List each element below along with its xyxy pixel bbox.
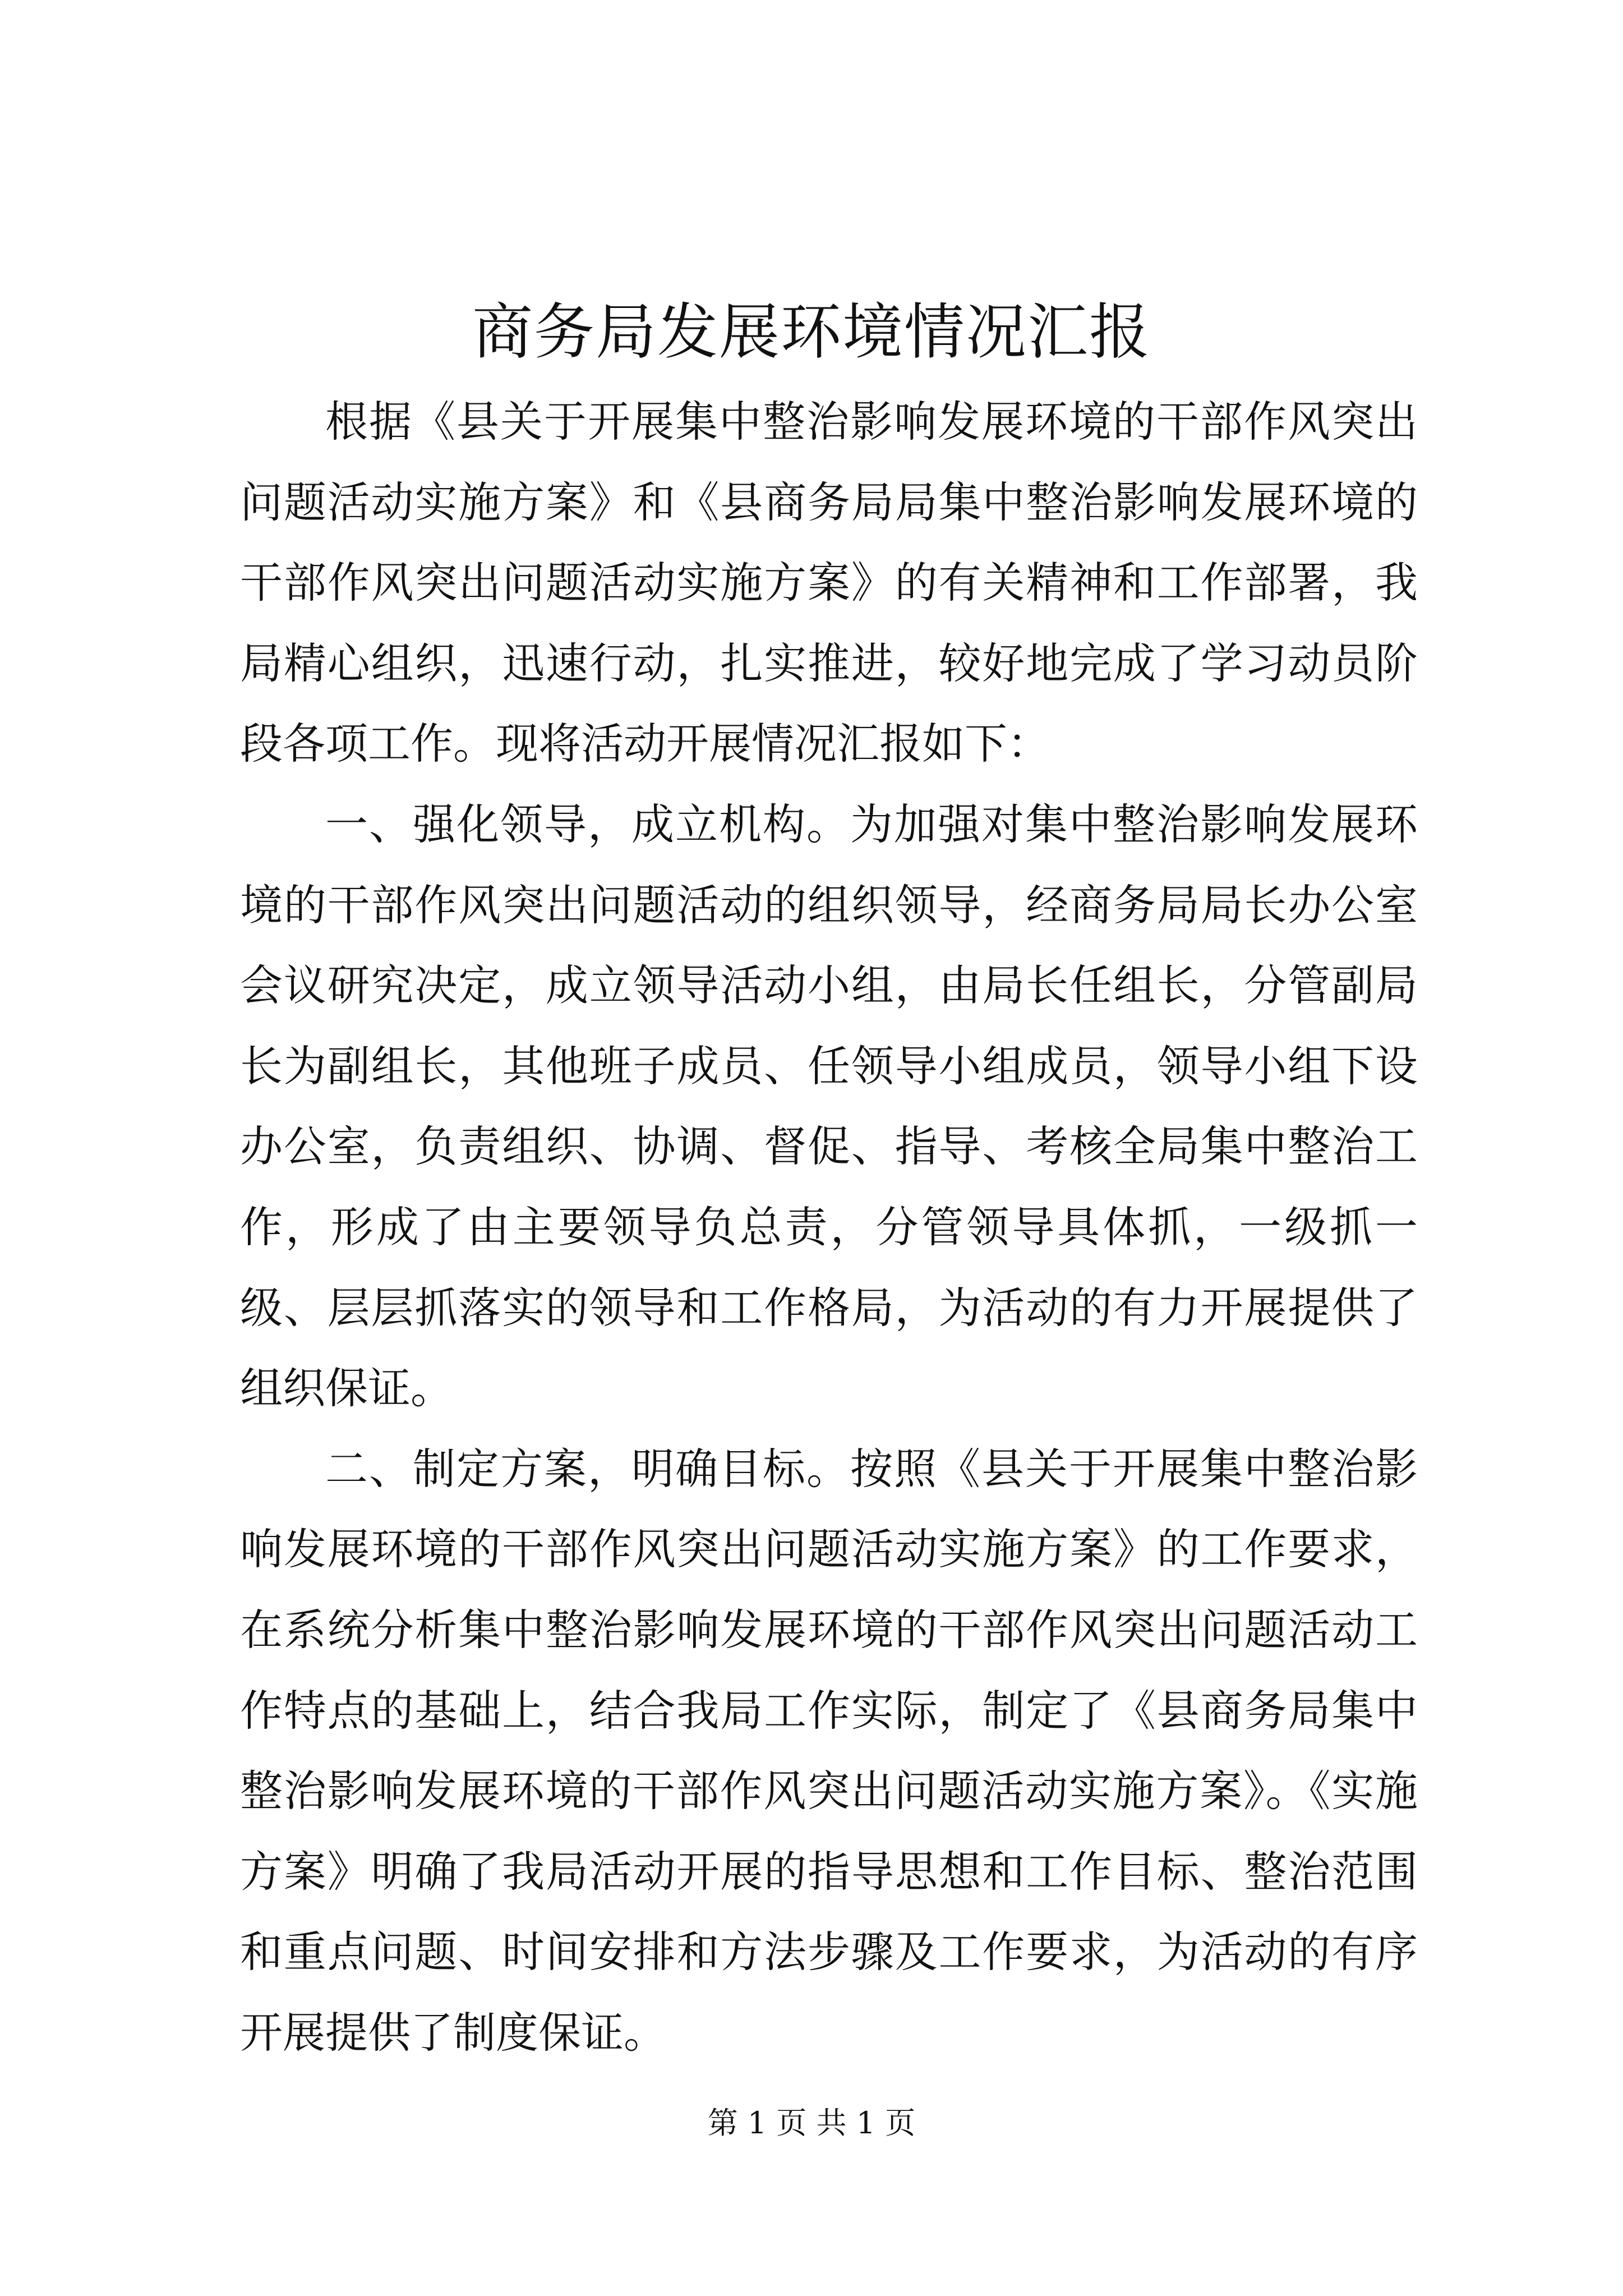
page-footer: 第 1 页 共 1 页	[707, 2105, 916, 2141]
paragraph-intro: 根据《县关于开展集中整治影响发展环境的干部作风突出问题活动实施方案》和《县商务局局集中整治影响发展环境的干部作风突出问题活动实施方案》的有关精神和工作部署，我局精心组织，迅速行动，扎实推进，较好地完成了学习动员阶段各项工作。现将活动开展情况汇报如下：	[240, 397, 1418, 769]
paragraph-section-2: 二、制定方案，明确目标。按照《县关于开展集中整治影响发展环境的干部作风突出问题活动实施方案》的工作要求，在系统分析集中整治影响发展环境的干部作风突出问题活动工作特点的基础上，结合我局工作实际，制定了《县商务局集中整治影响发展环境的干部作风突出问题活动实施方案》。《实施方案》明确了我局活动开展的指导思想和工作目标、整治范围和重点问题、时间安排和方法步骤及工作要求，为活动的有序开展提供了制度保证。	[240, 1443, 1418, 2058]
document-title: 商务局发展环境情况汇报	[472, 297, 1151, 367]
paragraph-section-1: 一、强化领导，成立机构。为加强对集中整治影响发展环境的干部作风突出问题活动的组织领导，经商务局局长办公室会议研究决定，成立领导活动小组，由局长任组长，分管副局长为副组长，其他班子成员、任领导小组成员，领导小组下设办公室，负责组织、协调、督促、指导、考核全局集中整治工作，形成了由主要领导负总责，分管领导具体抓，一级抓一级、层层抓落实的领导和工作格局，为活动的有力开展提供了组织保证。	[240, 799, 1418, 1414]
document-body	[240, 381, 1418, 2073]
